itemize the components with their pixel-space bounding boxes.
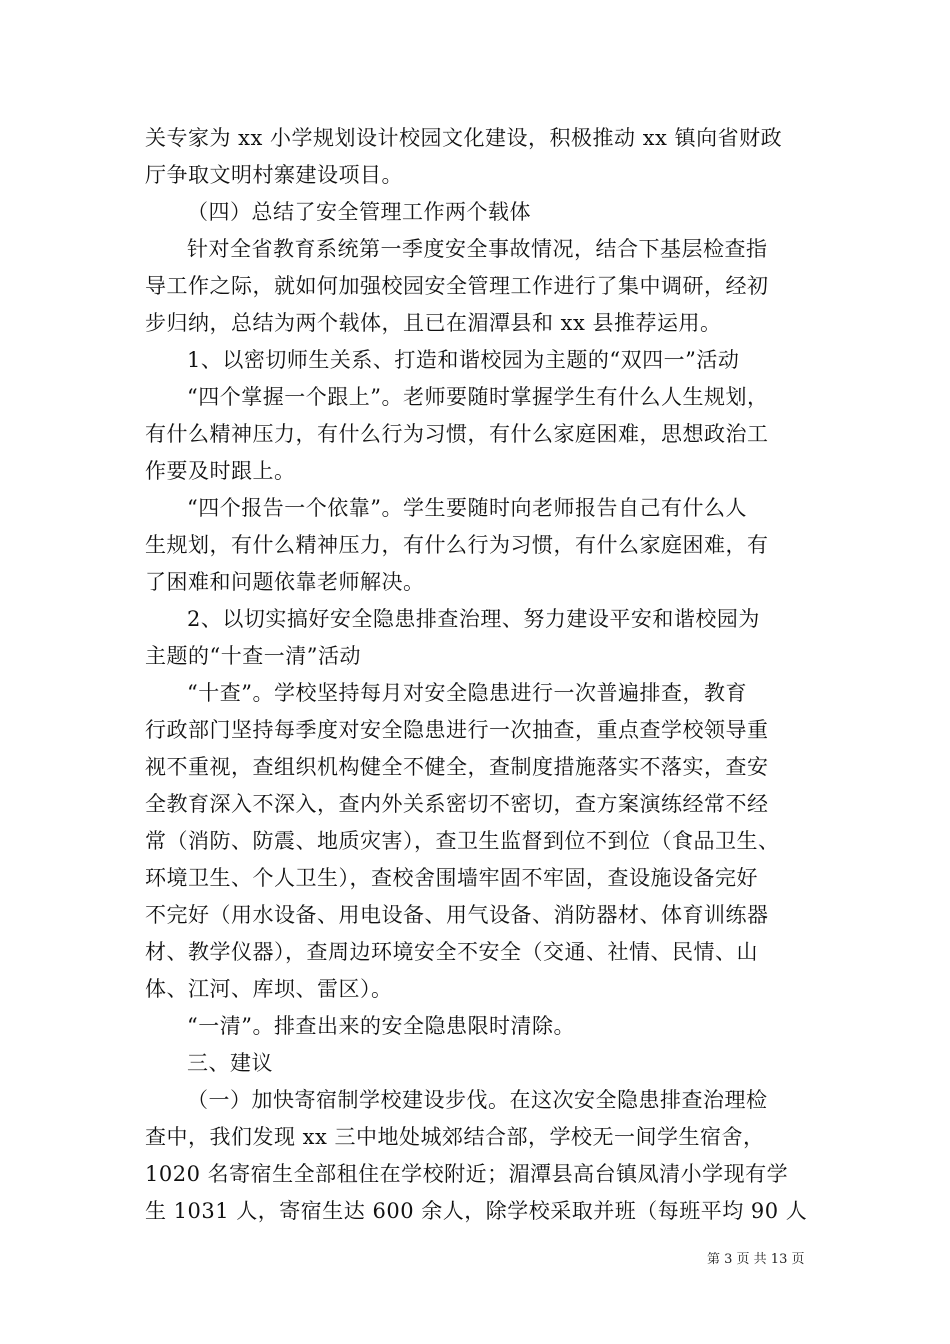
text-line: 厅争取文明村寨建设项目。 [145,163,403,187]
text-line: 生 1031 人，寄宿生达 600 余人，除学校采取并班（每班平均 90 人 [145,1199,808,1223]
text-line: 作要及时跟上。 [145,459,296,483]
text-line: “四个报告一个依靠”。学生要随时向老师报告自己有什么人 [187,496,747,520]
text-line: 查中，我们发现 xx 三中地处城郊结合部，学校无一间学生宿舍， [145,1125,765,1149]
text-line: “四个掌握一个跟上”。老师要随时掌握学生有什么人生规划， [187,385,769,409]
text-line: 行政部门坚持每季度对安全隐患进行一次抽查，重点查学校领导重 [145,718,769,742]
text-line: 2、以切实搞好安全隐患排查治理、努力建设平安和谐校园为 [187,607,760,631]
text-line: 体、江河、库坝、雷区）。 [145,977,393,1001]
text-line: 三、建议 [187,1051,273,1075]
text-line: 1、以密切师生关系、打造和谐校园为主题的“双四一”活动 [187,348,740,372]
text-line: 生规划，有什么精神压力，有什么行为习惯，有什么家庭困难，有 [145,533,769,557]
text-line: 材、教学仪器），查周边环境安全不安全（交通、社情、民情、山 [145,940,758,964]
text-line: （四）总结了安全管理工作两个载体 [187,200,531,224]
text-line: 导工作之际，就如何加强校园安全管理工作进行了集中调研，经初 [145,274,769,298]
text-line: 步归纳，总结为两个载体，且已在湄潭县和 xx 县推荐运用。 [145,311,722,335]
text-line: 环境卫生、个人卫生），查校舍围墙牢固不牢固，查设施设备完好 [145,866,758,890]
text-line: 关专家为 xx 小学规划设计校园文化建设，积极推动 xx 镇向省财政 [145,126,783,150]
text-line: 1020 名寄宿生全部租住在学校附近；湄潭县高台镇凤清小学现有学 [145,1162,789,1186]
page-number-footer: 第 3 页 共 13 页 [707,1252,805,1267]
text-line: 针对全省教育系统第一季度安全事故情况，结合下基层检查指 [187,237,768,261]
text-line: 有什么精神压力，有什么行为习惯，有什么家庭困难，思想政治工 [145,422,769,446]
text-line: “一清”。排查出来的安全隐患限时清除。 [187,1014,575,1038]
text-line: 主题的“十查一清”活动 [145,644,361,668]
text-line: 了困难和问题依靠老师解决。 [145,570,425,594]
text-line: 常（消防、防震、地质灾害），查卫生监督到位不到位（食品卫生、 [145,829,780,853]
text-line: 不完好（用水设备、用电设备、用气设备、消防器材、体育训练器 [145,903,769,927]
text-line: （一）加快寄宿制学校建设步伐。在这次安全隐患排查治理检 [187,1088,768,1112]
text-line: “十查”。学校坚持每月对安全隐患进行一次普遍排查，教育 [187,681,747,705]
text-line: 全教育深入不深入，查内外关系密切不密切，查方案演练经常不经 [145,792,769,816]
text-line: 视不重视，查组织机构健全不健全，查制度措施落实不落实，查安 [145,755,769,779]
